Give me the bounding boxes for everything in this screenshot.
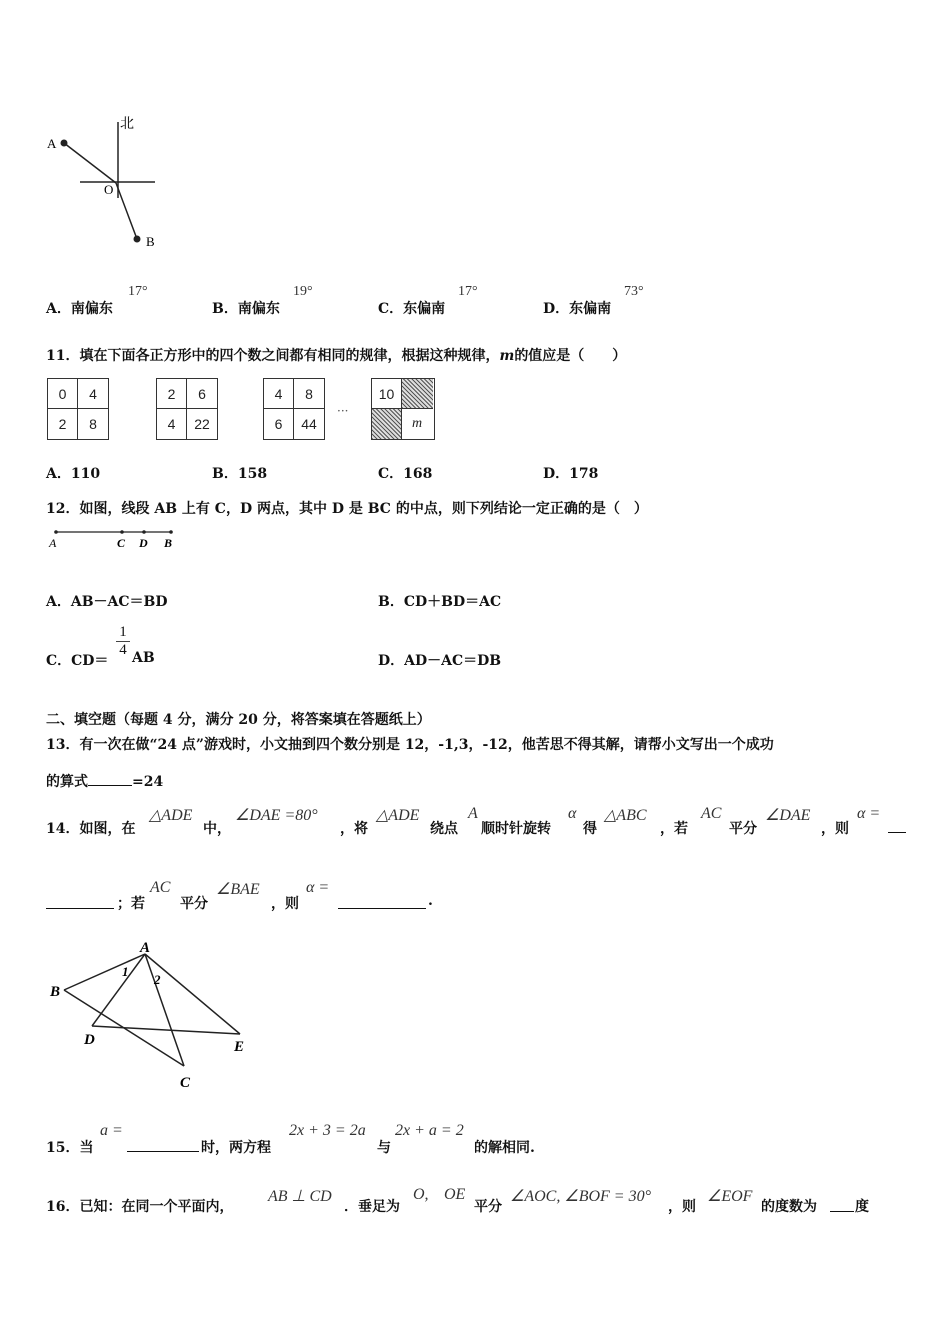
q16-text: ，则 — [668, 1199, 696, 1215]
q12-option-d[interactable]: D．AD－AC＝DB — [378, 653, 502, 669]
label-b: B — [146, 234, 155, 249]
q11-option-c[interactable]: C．168 — [378, 466, 433, 482]
q11-grid-3 — [263, 378, 325, 440]
grid-cell: 0 — [48, 379, 78, 409]
q11-grid-2 — [156, 378, 218, 440]
q16-text: ．垂足为 — [344, 1199, 400, 1215]
q14-text: 平分 — [180, 896, 208, 912]
q14-math: △ABC — [604, 807, 647, 824]
fraction-numerator: 1 — [119, 624, 127, 640]
q14-text: 中， — [203, 821, 231, 837]
q13-answer-blank[interactable] — [88, 771, 132, 786]
q12-option-a[interactable]: A．AB－AC＝BD — [46, 594, 168, 610]
q14-text: . — [428, 893, 433, 909]
q14-math: ∠DAE =80° — [235, 807, 318, 824]
grid-cell-m: m — [411, 416, 423, 431]
q15-math: a = — [100, 1122, 123, 1139]
fraction-denominator: 4 — [116, 641, 130, 659]
label-c: C — [180, 1075, 191, 1091]
q10-option-b[interactable]: B．南偏东 — [212, 301, 280, 317]
angle-label-2: 2 — [154, 972, 161, 987]
point-label-d: D — [139, 536, 148, 550]
grid-cell: 6 — [187, 379, 217, 409]
label-e: E — [234, 1039, 245, 1055]
q14-text: ，将 — [340, 821, 368, 837]
grid-cell: 4 — [157, 409, 187, 439]
q16-text: 的度数为 — [761, 1199, 817, 1215]
q14-math: α = — [857, 805, 881, 822]
angle-label-1: 1 — [122, 964, 129, 979]
grid-cell: 4 — [264, 379, 294, 409]
q12-option-c-tail: AB — [132, 650, 155, 666]
q10-option-c[interactable]: C．东偏南 — [378, 301, 446, 317]
q10-option-a-deg: 17° — [128, 284, 148, 299]
q14-math: ∠BAE — [216, 881, 260, 898]
point-a — [61, 140, 68, 147]
q14-text: 平分 — [729, 821, 757, 837]
q14-text: 顺时针旋转 — [481, 821, 551, 837]
hatched-cell — [372, 409, 402, 439]
q14-text: 14．如图，在 — [46, 821, 136, 837]
label-a: A — [140, 940, 151, 956]
q16-math: OE — [444, 1186, 466, 1203]
q16-text: 16．已知：在同一个平面内， — [46, 1199, 234, 1215]
q11-stem: 11．填在下面各正方形中的四个数之间都有相同的规律，根据这种规律，m的值应是（ ） — [46, 348, 627, 364]
q13-line1: 13．有一次在做“24 点”游戏时，小文抽到四个数分别是 12，-1,3，-12，他苦思不得其解，请帮小文写出一个成功 — [46, 737, 774, 753]
label-d: D — [84, 1032, 95, 1048]
q16-math: O, — [413, 1186, 429, 1203]
q14-math: AC — [701, 805, 722, 822]
grid-cell: 8 — [89, 416, 97, 432]
label-o: O — [104, 182, 114, 197]
q15-text: 15．当 — [46, 1140, 94, 1156]
q14-text: 得 — [583, 821, 597, 837]
grid-cell: 2 — [48, 409, 78, 439]
q14-math: α — [568, 805, 577, 822]
q15-math: 2x + 3 = 2a — [289, 1122, 366, 1139]
q10-option-b-deg: 19° — [293, 284, 313, 299]
grid-cell: 6 — [264, 409, 294, 439]
grid-cell: 44 — [301, 416, 317, 432]
compass-figure — [40, 110, 170, 260]
q11-option-d[interactable]: D．178 — [543, 466, 599, 482]
q16-text: 平分 — [474, 1199, 502, 1215]
q16-blank[interactable] — [830, 1211, 854, 1212]
q10-option-a[interactable]: A．南偏东 — [46, 301, 113, 317]
q14-blank-2[interactable] — [338, 908, 426, 909]
q14-blank-1b[interactable] — [46, 908, 114, 909]
q14-text: ，则 — [271, 896, 299, 912]
section-heading: 二、填空题（每题 4 分，满分 20 分，将答案填在答题纸上） — [46, 712, 431, 728]
q12-option-c[interactable]: C．CD＝ — [46, 653, 109, 669]
q16-math: AB ⊥ CD — [268, 1188, 332, 1205]
q10-option-d[interactable]: D．东偏南 — [543, 301, 612, 317]
q14-text: ，则 — [821, 821, 849, 837]
q10-option-d-deg: 73° — [624, 284, 644, 299]
q14-blank-1a[interactable] — [888, 832, 906, 833]
q14-math: △ADE — [376, 807, 420, 824]
q15-text: 时，两方程 — [201, 1140, 271, 1156]
q14-math: ∠DAE — [765, 807, 811, 824]
q14-math: α = — [306, 879, 330, 896]
grid-cell: 22 — [194, 416, 210, 432]
hatched-cell — [402, 379, 433, 409]
north-label: 北 — [120, 117, 134, 132]
q15-text: 的解相同. — [474, 1140, 535, 1156]
q14-math: A — [468, 805, 478, 822]
q14-math: △ADE — [149, 807, 193, 824]
fraction — [116, 624, 130, 659]
q11-option-a[interactable]: A．110 — [46, 466, 101, 482]
q13-line2: 的算式 =24 — [46, 771, 163, 791]
q12-option-b[interactable]: B．CD＋BD＝AC — [378, 594, 502, 610]
q14-text: ；若 — [117, 896, 145, 912]
q15-text: 与 — [377, 1140, 391, 1156]
q16-math: ∠EOF — [707, 1188, 753, 1205]
q11-grid-1 — [47, 378, 109, 440]
triangle-figure — [44, 936, 264, 1096]
grid-cell: 8 — [294, 379, 324, 409]
point-label-c: C — [117, 536, 126, 550]
q12-stem: 12．如图，线段 AB 上有 C，D 两点，其中 D 是 BC 的中点，则下列结论一定正确的是（ ） — [46, 501, 648, 517]
q11-ellipsis: ··· — [337, 404, 349, 418]
q15-blank[interactable] — [127, 1151, 199, 1152]
point-b — [134, 236, 141, 243]
point-label-a: A — [49, 536, 57, 550]
q11-grid-4 — [371, 378, 435, 440]
ray-ob — [116, 183, 137, 239]
q10-option-c-deg: 17° — [458, 284, 478, 299]
label-b: B — [50, 984, 61, 1000]
grid-cell: 2 — [157, 379, 187, 409]
q16-text: 度 — [855, 1199, 869, 1215]
q11-option-b[interactable]: B．158 — [212, 466, 268, 482]
grid-cell: 10 — [372, 379, 402, 409]
q16-math: ∠AOC, ∠BOF = 30° — [510, 1188, 651, 1205]
grid-cell: 4 — [78, 379, 108, 409]
label-a: A — [47, 136, 57, 151]
q14-text: 绕点 — [430, 821, 458, 837]
segment-figure — [46, 524, 186, 550]
q14-text: ，若 — [660, 821, 688, 837]
q15-math: 2x + a = 2 — [395, 1122, 464, 1139]
ray-oa — [64, 143, 116, 183]
point-label-b: B — [164, 536, 173, 550]
q14-math: AC — [150, 879, 171, 896]
